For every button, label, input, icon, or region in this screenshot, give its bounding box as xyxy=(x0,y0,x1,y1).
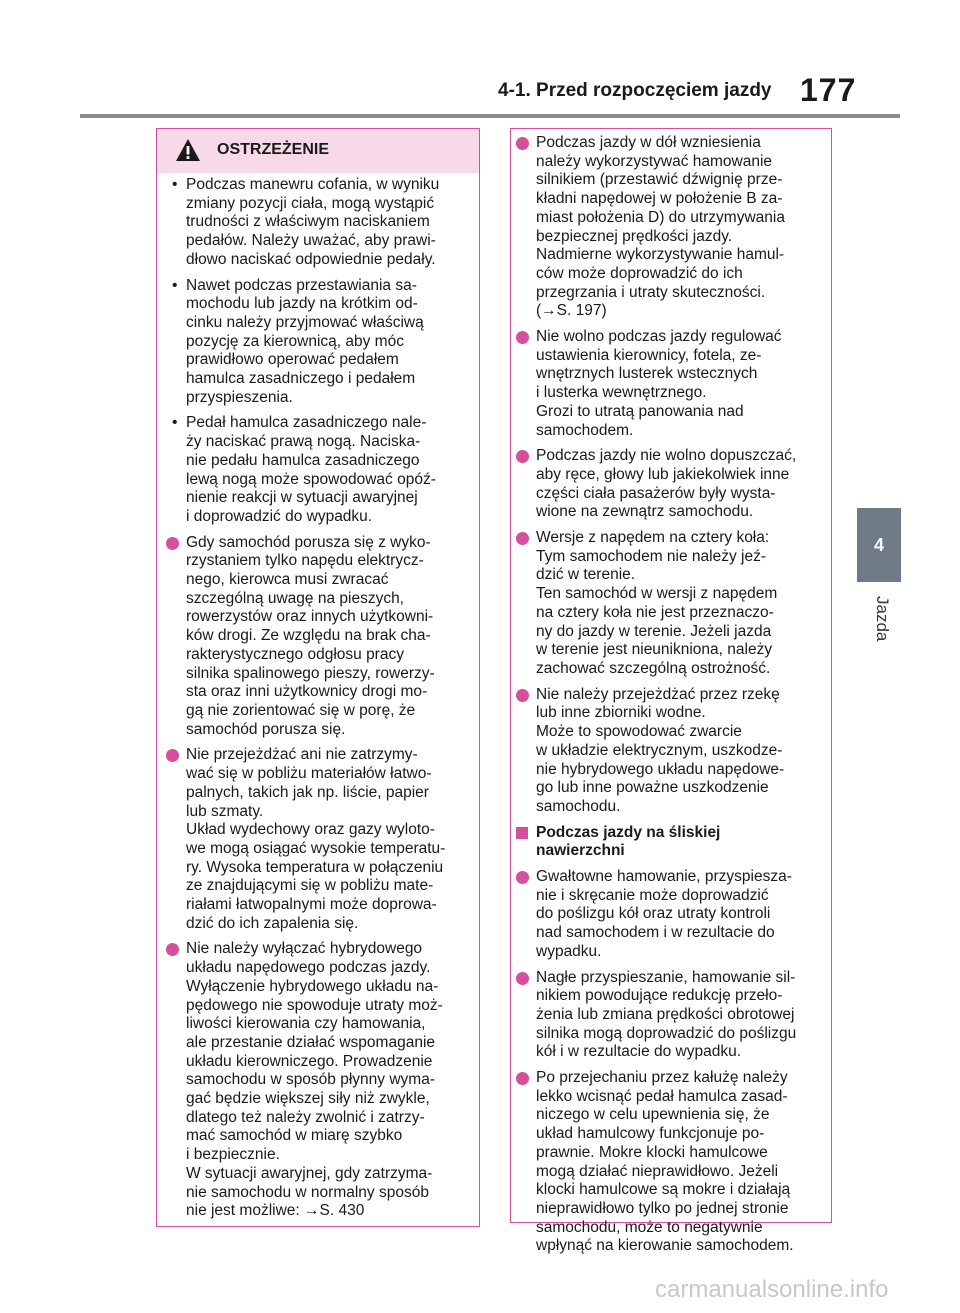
text-line: mać samochód w miarę szybko xyxy=(186,1127,403,1145)
text-line: układ hamulcowy funkcjonuje po- xyxy=(536,1125,765,1143)
text-line: nienie reakcji w sytuacji awaryjnej xyxy=(186,489,418,507)
text-line: żenia lub zmiana prędkości obrotowej xyxy=(536,1005,795,1023)
text-line: Nie należy przejeżdżać przez rzekę xyxy=(536,685,780,703)
text-line: • Nawet podczas przestawiania sa- xyxy=(186,276,417,294)
text-line: dzić w terenie. xyxy=(536,566,636,584)
text-line: • Pedał hamulca zasadniczego nale- xyxy=(186,414,427,432)
text-line: hamulca zasadniczego i pedałem xyxy=(186,370,416,388)
text-line: nie i skręcanie może doprowadzić xyxy=(536,886,769,904)
text-line: go lub inne poważne uszkodzenie xyxy=(536,779,769,797)
text-line: w terenie jest nieunikniona, należy xyxy=(536,641,773,659)
text-line: nie samochodu w normalny sposób xyxy=(186,1183,429,1201)
paragraph xyxy=(516,686,828,817)
text-line: sta oraz inni użytkownicy drogi mo- xyxy=(186,683,428,701)
text-line: ustawienia kierownicy, fotela, ze- xyxy=(536,346,762,364)
watermark: carmanualsonline.info xyxy=(655,1276,889,1303)
text-line: zachować szczególną ostrożność. xyxy=(536,659,771,677)
chapter-label: Jazda xyxy=(873,596,892,642)
text-line: bezpiecznej prędkości jazdy. xyxy=(536,227,733,245)
warning-title: OSTRZEŻENIE xyxy=(217,141,330,158)
text-line: • Podczas manewru cofania, w wyniku xyxy=(186,176,440,193)
text-line: układu napędowego podczas jazdy. xyxy=(186,959,431,977)
paragraph xyxy=(516,529,828,679)
text-line: Podczas jazdy nie wolno dopuszczać, xyxy=(536,447,797,465)
text-line: nie jest możliwe: →S. 430 xyxy=(186,1202,365,1220)
text-line: wypadku. xyxy=(536,942,602,960)
text-line: mochodu lub jazdy na krótkim od- xyxy=(186,295,418,313)
text-line: samochodu. xyxy=(536,797,621,815)
paragraph xyxy=(166,277,476,408)
text-line: nikiem powodujące redukcję przeło- xyxy=(536,987,783,1005)
text-line: gą nie zorientować się w porę, że xyxy=(186,701,416,719)
text-line: gać będzie większej siły niż zwykle, xyxy=(186,1090,430,1108)
text-line: pędowego nie spowoduje utraty moż- xyxy=(186,996,443,1014)
text-line: Podczas jazdy na śliskiej xyxy=(536,823,721,841)
text-line: nego, kierowca musi zwracać xyxy=(186,571,389,589)
text-line: ny do jazdy w terenie. Jeżeli jazda xyxy=(536,622,772,640)
text-line: rzystaniem tylko napędu elektrycz- xyxy=(186,552,424,570)
paragraph xyxy=(166,940,476,1221)
text-line: silnika mogą doprowadzić do poślizgu xyxy=(536,1024,797,1042)
text-line: (→S. 197) xyxy=(536,302,607,320)
text-line: samochodu w sposób płynny wyma- xyxy=(186,1071,435,1089)
right-column-text xyxy=(516,134,828,1263)
text-line: klocki hamulcowe są mokre i działają xyxy=(536,1181,791,1199)
text-line: wpłynąć na kierowanie samochodem. xyxy=(536,1237,794,1255)
text-line: Nagłe przyspieszanie, hamowanie sil- xyxy=(536,968,796,986)
text-line: samochodu, może to negatywnie xyxy=(536,1218,763,1236)
text-line: kół i w rezultacie do wypadku. xyxy=(536,1043,742,1061)
text-line: samochodem. xyxy=(536,421,634,439)
text-line: na cztery koła nie jest przeznaczo- xyxy=(536,603,774,621)
text-line: i doprowadzić do wypadku. xyxy=(186,507,373,525)
text-line: aby ręce, głowy lub jakiekolwiek inne xyxy=(536,465,790,483)
text-line: i lusterka wewnętrznego. xyxy=(536,384,707,402)
text-line: Ten samochód w wersji z napędem xyxy=(536,585,778,603)
text-line: wać się w pobliżu materiałów łatwo- xyxy=(186,765,432,783)
paragraph xyxy=(516,328,828,440)
text-line: nad samochodem i w rezultacie do xyxy=(536,924,775,942)
paragraph xyxy=(166,534,476,740)
text-line: Tym samochodem nie należy jeź- xyxy=(536,547,767,565)
text-line: ry. Wysoka temperatura w połączeniu xyxy=(186,858,444,876)
text-line: riałami łatwopalnymi może doprowa- xyxy=(186,896,437,914)
section-heading xyxy=(516,824,828,861)
section-title: 4-1. Przed rozpoczęciem jazdy xyxy=(498,80,772,101)
text-line: prawidłowo operować pedałem xyxy=(186,351,399,369)
text-line: dłowo naciskać odpowiednie pedały. xyxy=(186,250,436,268)
text-line: Układ wydechowy oraz gazy wyloto- xyxy=(186,821,435,839)
header-divider xyxy=(80,114,900,118)
text-line: rakterystycznego odgłosu pracy xyxy=(186,645,404,663)
text-line: lekko wcisnąć pedał hamulca zasad- xyxy=(536,1087,788,1105)
paragraph xyxy=(166,746,476,933)
text-line: prawnie. Mokre klocki hamulcowe xyxy=(536,1143,768,1161)
text-line: nawierzchni xyxy=(536,842,625,860)
text-line: Podczas jazdy w dół wzniesienia xyxy=(536,134,761,151)
text-line: Nie przejeżdżać ani nie zatrzymy- xyxy=(186,746,418,764)
left-column-text xyxy=(166,176,476,1228)
paragraph xyxy=(516,447,828,522)
text-line: do poślizgu kół oraz utraty kontroli xyxy=(536,905,771,923)
text-line: dzić do ich zapalenia się. xyxy=(186,914,359,932)
text-line: samochód porusza się. xyxy=(186,720,346,738)
text-line: części ciała pasażerów były wysta- xyxy=(536,484,776,502)
text-line: przyspieszenia. xyxy=(186,388,293,406)
text-line: niczego w celu upewnienia się, że xyxy=(536,1106,770,1124)
text-line: lub szmaty. xyxy=(186,802,264,820)
text-line: ży naciskać prawą nogą. Naciska- xyxy=(186,433,421,451)
text-line: Grozi to utratą panowania nad xyxy=(536,402,744,420)
text-line: palnych, takich jak np. liście, papier xyxy=(186,783,429,801)
text-line: cinku należy przyjmować właściwą xyxy=(186,313,424,331)
text-line: we mogą osiągać wysokie temperatu- xyxy=(186,839,446,857)
text-line: wione na zewnątrz samochodu. xyxy=(536,503,754,521)
chapter-tab[interactable] xyxy=(857,508,901,582)
text-line: i bezpiecznie. xyxy=(186,1146,280,1164)
paragraph xyxy=(516,868,828,962)
text-line: silnika spalinowego pieszy, rowerzy- xyxy=(186,664,435,682)
text-line: Wersje z napędem na cztery koła: xyxy=(536,529,770,547)
chapter-number: 4 xyxy=(873,534,884,555)
text-line: liwości kierowania czy hamowania, xyxy=(186,1015,426,1033)
text-line: Nie należy wyłączać hybrydowego xyxy=(186,940,423,958)
text-line: należy wykorzystywać hamowanie xyxy=(536,152,773,170)
text-line: w układzie elektrycznym, uszkodze- xyxy=(536,741,783,759)
paragraph xyxy=(516,1069,828,1256)
text-line: ców może doprowadzić do ich xyxy=(536,264,743,282)
text-line: lub inne zbiorniki wodne. xyxy=(536,704,706,722)
text-line: Może to spowodować zwarcie xyxy=(536,723,742,741)
text-line: Gdy samochód porusza się z wyko- xyxy=(186,533,431,551)
text-line: zmiany pozycji ciała, mogą wystąpić xyxy=(186,194,435,212)
text-line: miast położenia D) do utrzymywania xyxy=(536,208,785,226)
page-number: 177 xyxy=(800,72,857,108)
paragraph xyxy=(166,176,476,270)
text-line: Nadmierne wykorzystywanie hamul- xyxy=(536,246,785,264)
text-line: przegrzania i utraty skuteczności. xyxy=(536,283,766,301)
text-line: mogą działać nieprawidłowo. Jeżeli xyxy=(536,1162,779,1180)
paragraph xyxy=(516,134,828,321)
text-line: nie hybrydowego układu napędowe- xyxy=(536,760,785,778)
text-line: pedałów. Należy uważać, aby prawi- xyxy=(186,232,436,250)
text-line: ków drogi. Ze względu na brak cha- xyxy=(186,627,431,645)
text-line: wnętrznych lusterek wstecznych xyxy=(536,365,758,383)
text-line: Nie wolno podczas jazdy regulować xyxy=(536,328,782,346)
text-line: nieprawidłowo tylko po jednej stronie xyxy=(536,1199,789,1217)
paragraph xyxy=(166,414,476,526)
text-line: szczególną uwagę na pieszych, xyxy=(186,589,404,607)
paragraph xyxy=(516,969,828,1063)
text-line: ale przestanie działać wspomaganie xyxy=(186,1033,436,1051)
text-line: trudności z właściwym naciskaniem xyxy=(186,213,430,231)
text-line: pozycję za kierownicą, aby móc xyxy=(186,332,404,350)
text-line: W sytuacji awaryjnej, gdy zatrzyma- xyxy=(186,1164,433,1182)
warning-header xyxy=(157,129,479,173)
text-line: lewą nogą może spowodować opóź- xyxy=(186,470,436,488)
text-line: Wyłączenie hybrydowego układu na- xyxy=(186,977,439,995)
text-line: układu kierowniczego. Prowadzenie xyxy=(186,1052,433,1070)
text-line: kładni napędowej w położenie B za- xyxy=(536,190,783,208)
text-line: Gwałtowne hamowanie, przyspiesza- xyxy=(536,868,792,886)
text-line: Po przejechaniu przez kałużę należy xyxy=(536,1069,788,1087)
warning-triangle-icon xyxy=(175,137,201,163)
text-line: ze znajdującymi się w pobliżu mate- xyxy=(186,877,434,895)
text-line: rowerzystów oraz innych użytkowni- xyxy=(186,608,434,626)
text-line: dlatego też należy zwolnić i zatrzy- xyxy=(186,1108,425,1126)
text-line: nie pedału hamulca zasadniczego xyxy=(186,451,420,469)
text-line: silnikiem (przestawić dźwignię prze- xyxy=(536,171,783,189)
